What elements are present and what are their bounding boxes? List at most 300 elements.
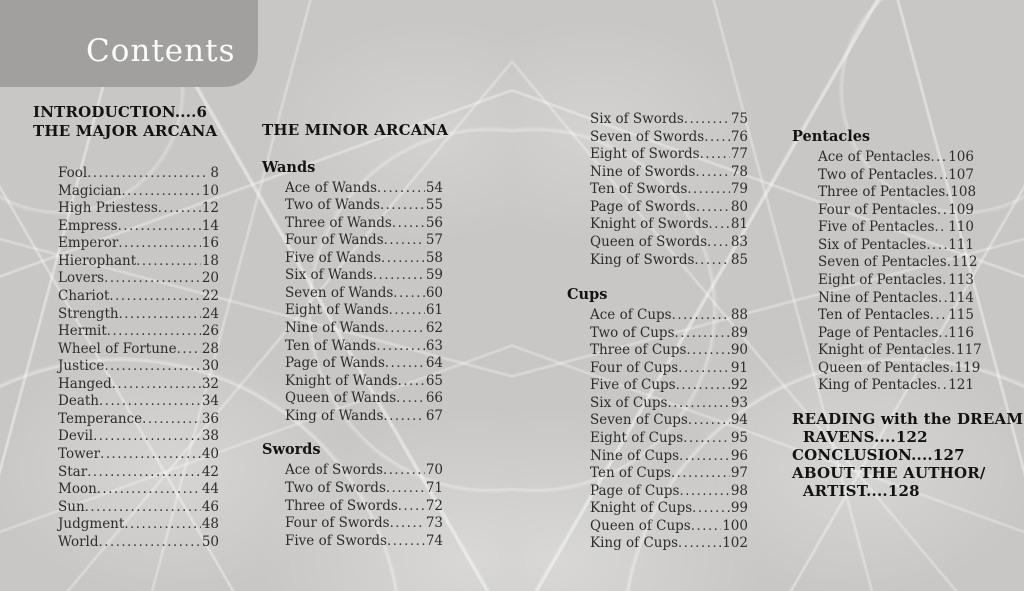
entry-label: Nine of Cups: [590, 447, 680, 464]
back-matter-line: ABOUT THE AUTHOR/: [792, 463, 986, 482]
leader-dots: [926, 237, 947, 255]
leader-dots: [679, 483, 729, 501]
leader-dots: [937, 202, 947, 220]
toc-entry: [818, 237, 974, 255]
entry-page-number: 14: [201, 217, 219, 234]
toc-entry: [285, 250, 443, 268]
leader-dots: [930, 307, 947, 325]
leader-dots: [112, 376, 201, 394]
entry-label: Queen of Cups: [590, 517, 691, 534]
leader-dots: [938, 325, 947, 343]
column-minor-arcana-wands-swords: [262, 121, 449, 550]
entry-label: Ten of Swords: [590, 181, 688, 198]
column-minor-arcana-swords-cups: [567, 111, 748, 553]
entry-page-number: 117: [956, 342, 982, 359]
entry-label: Judgment: [58, 516, 125, 533]
leader-dots: [398, 373, 425, 391]
entry-label: Five of Pentacles: [818, 219, 935, 236]
entry-page-number: 28: [201, 340, 219, 357]
toc-section: [262, 441, 443, 550]
leader-dots: [692, 500, 730, 518]
entry-label: Eight of Pentacles: [818, 271, 943, 288]
leader-dots: [385, 355, 425, 373]
leader-dots: [104, 270, 201, 288]
entry-page-number: 74: [425, 532, 443, 549]
toc-entry: [58, 358, 219, 376]
toc-entry: [818, 377, 974, 395]
minor-arcana-heading: THE MINOR ARCANA: [262, 121, 449, 139]
sections-swords-cups: [567, 111, 748, 553]
toc-entry: [590, 216, 748, 234]
leader-dots: [87, 464, 201, 482]
entry-label: Three of Swords: [285, 497, 398, 514]
back-matter-list: [792, 409, 1024, 500]
toc-entry: [58, 253, 219, 271]
leader-dots: [177, 341, 201, 359]
entry-page-number: 96: [730, 447, 748, 464]
leader-dots: [694, 252, 729, 270]
entry-label: Knight of Pentacles: [818, 342, 951, 359]
entry-page-number: 57: [425, 232, 443, 249]
entry-page-number: 95: [730, 430, 748, 446]
entry-label: Nine of Swords: [590, 163, 696, 180]
leader-dots: [930, 149, 947, 167]
leader-dots: [104, 358, 200, 376]
toc-entry: [590, 465, 748, 483]
section-title: Pentacles: [792, 128, 871, 145]
entry-label: Wheel of Fortune: [58, 340, 177, 357]
entry-label: Two of Wands: [285, 197, 380, 214]
leader-dots: [121, 183, 200, 201]
back-matter-line: CONCLUSION....127: [792, 445, 965, 464]
toc-entry: [590, 360, 748, 378]
toc-entry: [590, 307, 748, 325]
toc-entry: [285, 180, 443, 198]
entry-label: Page of Swords: [590, 198, 696, 215]
sections-wands-swords: [262, 159, 443, 551]
entry-page-number: 80: [730, 198, 748, 215]
toc-entry: [58, 165, 219, 183]
entry-label: Eight of Swords: [590, 146, 700, 163]
leader-dots: [688, 412, 730, 430]
toc-entry: [285, 408, 443, 426]
leader-dots: [383, 408, 424, 426]
entry-label: Eight of Wands: [285, 302, 389, 319]
leader-dots: [380, 197, 425, 215]
entry-page-number: 93: [730, 394, 748, 411]
leader-dots: [678, 360, 730, 378]
toc-entry: [285, 302, 443, 320]
leader-dots: [124, 516, 201, 534]
entry-label: Hermit: [58, 323, 107, 340]
entry-page-number: 78: [730, 163, 748, 180]
entry-label: Queen of Pentacles: [818, 359, 950, 376]
section-title: Cups: [567, 286, 608, 304]
toc-entry: [58, 183, 219, 201]
entry-page-number: 62: [425, 320, 443, 336]
entry-label: Lovers: [58, 270, 105, 287]
toc-entry: [58, 235, 219, 253]
column-pentacles-backmatter: [792, 128, 1024, 500]
leader-dots: [707, 234, 730, 252]
entry-page-number: 89: [730, 324, 748, 341]
toc-entry: [58, 446, 219, 464]
leader-dots: [396, 390, 425, 408]
leader-dots: [85, 499, 201, 517]
toc-entry: [818, 219, 974, 237]
leader-dots: [142, 411, 201, 429]
leader-dots: [392, 215, 425, 233]
leader-dots: [118, 218, 201, 236]
leader-dots: [136, 253, 201, 271]
entry-label: Tower: [58, 446, 101, 462]
entry-label: Chariot: [58, 287, 110, 304]
entry-page-number: 119: [954, 359, 981, 376]
entry-page-number: 18: [201, 252, 219, 269]
leader-dots: [377, 180, 425, 198]
entry-label: High Priestess: [58, 200, 158, 217]
entry-page-number: 64: [425, 355, 443, 372]
leader-dots: [119, 306, 201, 324]
leader-dots: [704, 129, 730, 147]
entry-page-number: 58: [425, 249, 443, 266]
entry-page-number: 94: [730, 412, 748, 429]
entry-label: Three of Wands: [285, 214, 392, 231]
toc-entry: [285, 515, 443, 533]
entry-page-number: 121: [948, 377, 974, 394]
section-entries: [567, 111, 748, 269]
toc-entry: [285, 215, 443, 233]
toc-entry: [590, 483, 748, 501]
entry-label: Sun: [58, 498, 85, 515]
entry-page-number: 111: [948, 236, 974, 253]
entry-page-number: 110: [948, 219, 974, 236]
entry-label: Page of Cups: [590, 482, 680, 499]
entry-label: Moon: [58, 481, 97, 498]
entry-label: Five of Cups: [590, 377, 676, 394]
leader-dots: [678, 535, 721, 553]
toc-entry: [818, 202, 974, 220]
toc-entry: [58, 288, 219, 306]
entry-page-number: 99: [730, 500, 748, 517]
entry-label: Four of Swords: [285, 515, 390, 532]
toc-entry: [58, 464, 219, 482]
entry-page-number: 107: [948, 166, 974, 183]
entry-page-number: 40: [201, 446, 219, 462]
entry-page-number: 91: [730, 359, 748, 376]
toc-entry: [285, 355, 443, 373]
back-matter-line: RAVENS....122: [792, 427, 928, 446]
entry-page-number: 113: [948, 271, 974, 288]
entry-label: Queen of Swords: [590, 233, 708, 250]
entry-label: Hanged: [58, 375, 112, 392]
entry-page-number: 77: [730, 146, 748, 163]
toc-entry: [590, 535, 748, 553]
leader-dots: [390, 515, 425, 533]
leader-dots: [676, 377, 730, 395]
leader-dots: [686, 342, 729, 360]
leader-dots: [695, 164, 729, 182]
leader-dots: [700, 146, 730, 164]
entry-label: Nine of Pentacles: [818, 289, 938, 306]
leader-dots: [679, 448, 730, 466]
contents-header-box: [0, 0, 258, 87]
leader-dots: [386, 480, 425, 498]
entry-label: Two of Swords: [285, 479, 386, 496]
leader-dots: [118, 235, 200, 253]
toc-entry: [58, 499, 219, 517]
toc-entry: [58, 218, 219, 236]
entry-page-number: 90: [730, 342, 748, 359]
entry-label: Eight of Cups: [590, 430, 684, 446]
entry-page-number: 48: [201, 516, 219, 533]
toc-entry: [58, 376, 219, 394]
entry-page-number: 63: [425, 337, 443, 354]
entry-page-number: 106: [948, 149, 974, 165]
entry-page-number: 20: [201, 270, 219, 287]
toc-section: [567, 111, 748, 269]
entry-label: Four of Cups: [590, 359, 679, 376]
entry-label: Seven of Cups: [590, 412, 688, 429]
entry-page-number: 88: [730, 307, 748, 324]
major-arcana-heading: [33, 103, 219, 140]
toc-entry: [58, 534, 219, 552]
entry-label: Ace of Wands: [285, 179, 378, 196]
leader-dots: [691, 518, 721, 536]
entry-label: World: [58, 533, 99, 550]
back-matter-line: READING with the DREAM: [792, 409, 1024, 428]
entry-page-number: 38: [201, 428, 219, 445]
entry-label: Six of Swords: [590, 111, 684, 127]
leader-dots: [373, 267, 425, 285]
toc-entry: [590, 518, 748, 536]
entry-label: King of Swords: [590, 251, 695, 268]
entry-page-number: 116: [948, 324, 974, 341]
toc-section: [262, 159, 443, 426]
entry-label: Four of Wands: [285, 232, 384, 249]
entry-page-number: 59: [425, 267, 443, 284]
entry-page-number: 109: [948, 201, 974, 218]
entry-label: Four of Pentacles: [818, 201, 938, 218]
leader-dots: [696, 199, 730, 217]
entry-page-number: 73: [425, 515, 443, 532]
leader-dots: [383, 462, 425, 480]
leader-dots: [671, 465, 730, 483]
sections-pentacles: [792, 128, 982, 395]
toc-entry: [818, 342, 982, 360]
leader-dots: [93, 428, 201, 446]
toc-entry: [590, 252, 748, 270]
toc-entry: [58, 341, 219, 359]
toc-entry: [285, 285, 443, 303]
entry-label: Queen of Wands: [285, 390, 397, 407]
leader-dots: [381, 250, 425, 268]
entry-page-number: 102: [722, 535, 748, 552]
entry-page-number: 46: [201, 498, 219, 515]
toc-entry: [285, 498, 443, 516]
toc-entry: [285, 320, 443, 338]
toc-entry: [58, 516, 219, 534]
entry-label: King of Wands: [285, 407, 384, 424]
section-entries: [262, 180, 443, 426]
leader-dots: [687, 181, 730, 199]
toc-entry: [590, 129, 748, 147]
entry-page-number: 114: [948, 289, 974, 306]
leader-dots: [672, 307, 730, 325]
entry-label: Ace of Pentacles: [818, 149, 931, 165]
entry-page-number: 98: [730, 482, 748, 499]
toc-entry: [58, 306, 219, 324]
entry-label: Six of Wands: [285, 267, 373, 284]
entry-label: Ten of Cups: [590, 465, 671, 482]
leader-dots: [667, 395, 729, 413]
leader-dots: [933, 167, 947, 185]
entry-page-number: 32: [201, 375, 219, 392]
toc-entry: [285, 390, 443, 408]
toc-entry: [285, 480, 443, 498]
entry-page-number: 36: [201, 410, 219, 427]
entry-page-number: 50: [201, 533, 219, 550]
toc-entry: [590, 111, 748, 129]
leader-dots: [393, 285, 425, 303]
toc-entry: [590, 412, 748, 430]
toc-entry: [285, 267, 443, 285]
toc-entry: [818, 359, 981, 378]
leader-dots: [87, 165, 209, 183]
entry-label: Two of Pentacles: [818, 166, 934, 183]
entry-page-number: 83: [730, 233, 748, 250]
entry-page-number: 10: [201, 182, 219, 199]
entry-label: Seven of Wands: [285, 284, 394, 301]
entry-page-number: 16: [201, 235, 219, 252]
major-arcana-entries: [33, 165, 219, 551]
entry-page-number: 100: [722, 517, 748, 534]
entry-page-number: 92: [730, 377, 748, 394]
entry-page-number: 97: [730, 465, 748, 482]
toc-entry: [590, 164, 748, 182]
toc-entry: [58, 411, 219, 429]
entry-label: Ace of Cups: [590, 307, 672, 324]
entry-page-number: 108: [950, 184, 977, 201]
entry-label: King of Cups: [590, 535, 679, 552]
entry-page-number: 30: [201, 358, 219, 375]
leader-dots: [683, 430, 730, 448]
column-major-arcana: [33, 103, 219, 551]
entry-page-number: 66: [425, 390, 443, 407]
toc-entry: [285, 197, 443, 215]
entry-label: Ten of Pentacles: [818, 307, 930, 324]
entry-page-number: 65: [425, 372, 443, 389]
entry-label: Six of Cups: [590, 394, 668, 411]
entry-page-number: 24: [201, 305, 219, 322]
entry-label: Strength: [58, 305, 119, 322]
toc-entry: [590, 448, 748, 466]
toc-entry: [285, 338, 443, 356]
section-title: Swords: [262, 441, 321, 459]
entry-page-number: 76: [730, 128, 748, 145]
leader-dots: [934, 219, 947, 237]
leader-dots: [99, 534, 201, 552]
toc-entry: [590, 325, 748, 343]
leader-dots: [398, 498, 425, 516]
entry-page-number: 34: [201, 393, 219, 410]
entry-label: Two of Cups: [590, 324, 675, 341]
entry-label: Magician: [58, 182, 122, 199]
toc-entry: [818, 272, 974, 290]
entry-label: Justice: [58, 358, 105, 375]
section-entries: [262, 462, 443, 550]
entry-page-number: 71: [425, 479, 443, 496]
toc-entry: [58, 393, 219, 411]
toc-entry: [818, 307, 974, 325]
entry-label: Page of Wands: [285, 355, 385, 372]
entry-page-number: 115: [948, 307, 974, 324]
toc-entry: [58, 200, 219, 218]
entry-page-number: 70: [425, 462, 443, 479]
entry-label: Nine of Wands: [285, 320, 385, 336]
entry-label: Five of Swords: [285, 532, 387, 549]
toc-entry: [818, 184, 977, 202]
entry-label: Emperor: [58, 235, 119, 252]
toc-entry: [58, 481, 219, 499]
entry-label: Three of Cups: [590, 342, 687, 359]
page-title: Contents: [86, 33, 236, 69]
leader-dots: [387, 533, 425, 551]
toc-entry: [58, 270, 219, 288]
entry-label: Death: [58, 393, 99, 410]
entry-page-number: 54: [425, 179, 443, 196]
entry-label: Empress: [58, 217, 118, 234]
entry-page-number: 112: [951, 254, 978, 271]
toc-entry: [818, 254, 978, 272]
entry-label: Knight of Cups: [590, 500, 693, 517]
entry-label: Devil: [58, 428, 94, 445]
toc-entry: [590, 377, 748, 395]
heading-line: THE MAJOR ARCANA: [33, 121, 218, 140]
toc-entry: [818, 325, 974, 343]
entry-label: Knight of Swords: [590, 216, 709, 233]
toc-entry: [590, 234, 748, 252]
toc-entry: [590, 199, 748, 217]
entry-page-number: 26: [201, 323, 219, 340]
entry-label: Hierophant: [58, 252, 137, 269]
entry-page-number: 12: [201, 200, 219, 217]
leader-dots: [937, 377, 947, 395]
entry-label: King of Pentacles: [818, 377, 937, 394]
toc-entry: [285, 533, 443, 551]
toc-entry: [818, 290, 974, 308]
entry-page-number: 81: [730, 216, 748, 233]
entry-page-number: 56: [425, 214, 443, 231]
toc-entry: [818, 149, 974, 167]
entry-page-number: 8: [210, 165, 219, 181]
leader-dots: [99, 393, 201, 411]
entry-label: Three of Pentacles: [818, 184, 946, 201]
back-matter-line: ARTIST....128: [792, 481, 920, 500]
entry-label: Ace of Swords: [285, 462, 383, 479]
entry-label: Fool: [58, 165, 88, 181]
toc-entry: [285, 462, 443, 480]
toc-section: [792, 128, 982, 395]
entry-page-number: 42: [201, 463, 219, 480]
entry-page-number: 44: [201, 481, 219, 498]
entry-label: Knight of Wands: [285, 372, 398, 389]
heading-line: INTRODUCTION....6: [33, 103, 208, 121]
toc-section: [567, 286, 748, 553]
toc-entry: [58, 323, 219, 341]
entry-label: Page of Pentacles: [818, 324, 939, 341]
toc-entry: [590, 395, 748, 413]
